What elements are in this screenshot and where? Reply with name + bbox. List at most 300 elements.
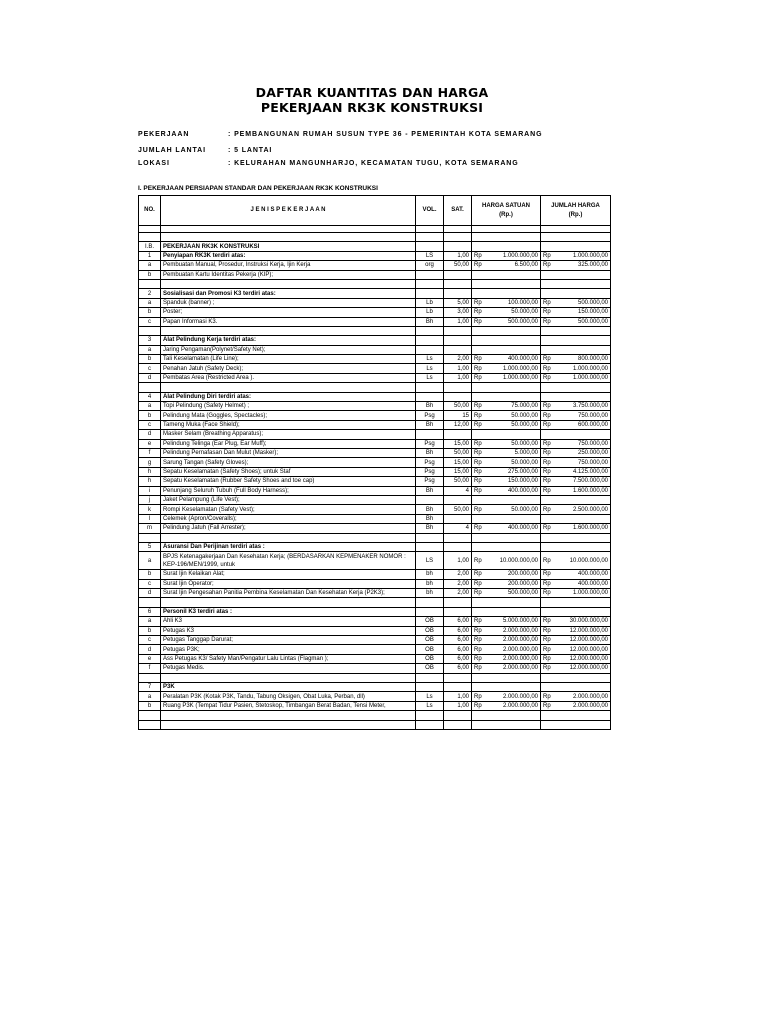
- cell-unit-price: 2.000.000,00: [486, 664, 541, 673]
- cell-volume: [444, 720, 472, 729]
- cell-no: 5: [139, 542, 161, 551]
- cell-currency: [472, 430, 486, 439]
- cell-no: b: [139, 308, 161, 317]
- cell-total-price: 10.000.000,00: [555, 552, 611, 570]
- cell-currency: [541, 682, 555, 691]
- cell-description: Ahli K3: [161, 617, 416, 626]
- cell-volume: 2,00: [444, 589, 472, 598]
- cell-description: Celemek (Apron/Coveralls);: [161, 514, 416, 523]
- cell-unit: Bh: [416, 402, 444, 411]
- cell-volume: [444, 682, 472, 691]
- header-harga-satuan: HARGA SATUAN (Rp.): [472, 196, 541, 226]
- cell-unit: Lb: [416, 298, 444, 307]
- cell-unit-price: [486, 289, 541, 298]
- cell-currency: Rp: [472, 692, 486, 701]
- cell-total-price: 2.000.000,00: [555, 701, 611, 710]
- cell-unit: [416, 598, 444, 607]
- cell-volume: [444, 233, 472, 242]
- cell-description: Surat Ijin Operator;: [161, 579, 416, 588]
- table-row: [139, 664, 611, 673]
- cell-total-price: [555, 720, 611, 729]
- table-row: [139, 402, 611, 411]
- cell-total-price: 12.000.000,00: [555, 645, 611, 654]
- cell-currency: Rp: [472, 477, 486, 486]
- cell-volume: 1,00: [444, 692, 472, 701]
- cell-currency: Rp: [541, 701, 555, 710]
- cell-no: d: [139, 373, 161, 382]
- cell-currency: Rp: [541, 411, 555, 420]
- cell-unit: Ls: [416, 373, 444, 382]
- cell-unit: [416, 682, 444, 691]
- cell-unit-price: 2.000.000,00: [486, 692, 541, 701]
- cell-volume: 15: [444, 411, 472, 420]
- cell-volume: [444, 514, 472, 523]
- cell-description: Pembatas Area (Restricted Area ).: [161, 373, 416, 382]
- cell-description: [161, 598, 416, 607]
- cell-currency: Rp: [472, 355, 486, 364]
- cell-total-price: [555, 533, 611, 542]
- header-no: NO.: [139, 196, 161, 226]
- table-row: [139, 524, 611, 533]
- table-row: [139, 692, 611, 701]
- table-row: [139, 308, 611, 317]
- cell-unit: [416, 495, 444, 504]
- cell-description: Alat Pelindung Kerja terdiri atas:: [161, 336, 416, 345]
- table-row: [139, 542, 611, 551]
- table-row: [139, 607, 611, 616]
- cell-total-price: 500.000,00: [555, 317, 611, 326]
- cell-volume: 2,00: [444, 570, 472, 579]
- cell-volume: 6,00: [444, 626, 472, 635]
- cell-currency: Rp: [472, 645, 486, 654]
- cell-currency: Rp: [541, 373, 555, 382]
- blank-row: [139, 533, 611, 542]
- cell-total-price: [555, 607, 611, 616]
- cell-volume: 1,00: [444, 364, 472, 373]
- cell-no: b: [139, 270, 161, 279]
- cell-volume: 6,00: [444, 654, 472, 663]
- header-sat: SAT.: [444, 196, 472, 226]
- cell-volume: 6,00: [444, 664, 472, 673]
- cell-volume: 1,00: [444, 373, 472, 382]
- cell-description: Pelindung Mata (Goggles, Spectacles);: [161, 411, 416, 420]
- cell-no: f: [139, 664, 161, 673]
- cell-currency: Rp: [472, 589, 486, 598]
- cell-description: Petugas Tanggap Darurat;: [161, 636, 416, 645]
- cell-no: d: [139, 430, 161, 439]
- cell-volume: [444, 598, 472, 607]
- cell-unit: [416, 392, 444, 401]
- cell-currency: [472, 242, 486, 251]
- cell-description: [161, 279, 416, 288]
- cell-currency: Rp: [472, 664, 486, 673]
- cell-unit: [416, 242, 444, 251]
- cell-description: [161, 383, 416, 392]
- cell-total-price: [555, 542, 611, 551]
- cell-currency: Rp: [541, 552, 555, 570]
- cell-total-price: [555, 242, 611, 251]
- cell-volume: [444, 542, 472, 551]
- cell-no: c: [139, 317, 161, 326]
- cell-description: Petugas K3: [161, 626, 416, 635]
- cell-currency: [541, 711, 555, 720]
- table-row: [139, 458, 611, 467]
- cell-unit-price: 100.000,00: [486, 298, 541, 307]
- cell-currency: Rp: [472, 579, 486, 588]
- cell-currency: [541, 242, 555, 251]
- cell-currency: [541, 495, 555, 504]
- cell-no: c: [139, 364, 161, 373]
- cell-unit-price: 10.000.000,00: [486, 552, 541, 570]
- cell-volume: 12,00: [444, 420, 472, 429]
- cell-total-price: [555, 336, 611, 345]
- cell-total-price: 12.000.000,00: [555, 626, 611, 635]
- cell-description: Penunjang Seluruh Tubuh (Full Body Harness);: [161, 486, 416, 495]
- cell-unit-price: 150.000,00: [486, 477, 541, 486]
- cell-volume: 5,00: [444, 298, 472, 307]
- cell-no: [139, 383, 161, 392]
- cell-volume: [444, 336, 472, 345]
- cell-currency: [472, 270, 486, 279]
- cell-description: Tali Keselamatan (Life Line);: [161, 355, 416, 364]
- cell-volume: 50,00: [444, 448, 472, 457]
- cell-currency: Rp: [541, 505, 555, 514]
- cell-volume: 6,00: [444, 636, 472, 645]
- cell-description: Tameng Muka (Face Shield);: [161, 420, 416, 429]
- blank-row: [139, 720, 611, 729]
- cell-currency: [541, 345, 555, 354]
- meta-label: LOKASI: [138, 160, 170, 167]
- cell-unit: Ls: [416, 364, 444, 373]
- cell-unit: Ls: [416, 692, 444, 701]
- cell-description: Papan Informasi K3.: [161, 317, 416, 326]
- cell-no: b: [139, 411, 161, 420]
- cell-currency: [541, 598, 555, 607]
- cell-currency: Rp: [472, 552, 486, 570]
- cell-unit: bh: [416, 589, 444, 598]
- table-row: [139, 270, 611, 279]
- table-row: [139, 654, 611, 663]
- cell-unit-price: 2.000.000,00: [486, 636, 541, 645]
- cell-currency: Rp: [541, 524, 555, 533]
- cell-currency: Rp: [541, 355, 555, 364]
- cell-total-price: [555, 270, 611, 279]
- cell-unit: Psg: [416, 477, 444, 486]
- cell-unit-price: 50.000,00: [486, 505, 541, 514]
- cell-currency: [472, 607, 486, 616]
- cell-unit: [416, 336, 444, 345]
- cell-unit: Psg: [416, 458, 444, 467]
- meta-value: : KELURAHAN MANGUNHARJO, KECAMATAN TUGU, KOTA SEMARANG: [228, 160, 519, 167]
- cell-description: Spanduk (banner) ;: [161, 298, 416, 307]
- cell-unit: Ls: [416, 701, 444, 710]
- cell-no: a: [139, 617, 161, 626]
- table-row: [139, 477, 611, 486]
- cell-unit: Bh: [416, 486, 444, 495]
- cell-currency: Rp: [541, 617, 555, 626]
- cell-unit-price: [486, 242, 541, 251]
- cell-total-price: 7.500.000,00: [555, 477, 611, 486]
- cell-total-price: 400.000,00: [555, 579, 611, 588]
- cell-description: Pelindung Jatuh (Fall Arrester);: [161, 524, 416, 533]
- cell-no: 1: [139, 251, 161, 260]
- cell-volume: [444, 326, 472, 335]
- cell-unit: [416, 383, 444, 392]
- cell-unit: Ls: [416, 355, 444, 364]
- cell-unit: Bh: [416, 505, 444, 514]
- blank-row: [139, 279, 611, 288]
- cell-volume: [444, 430, 472, 439]
- cell-no: h: [139, 467, 161, 476]
- cell-currency: Rp: [472, 524, 486, 533]
- cell-currency: Rp: [472, 626, 486, 635]
- cell-unit-price: 400.000,00: [486, 524, 541, 533]
- cell-no: b: [139, 626, 161, 635]
- cell-total-price: 1.600.000,00: [555, 486, 611, 495]
- cell-volume: 6,00: [444, 617, 472, 626]
- cell-total-price: 750.000,00: [555, 458, 611, 467]
- table-row: [139, 589, 611, 598]
- cell-currency: Rp: [541, 654, 555, 663]
- cell-currency: Rp: [541, 467, 555, 476]
- cell-unit-price: 50.000,00: [486, 411, 541, 420]
- cell-unit: Bh: [416, 514, 444, 523]
- cell-total-price: 4.125.000,00: [555, 467, 611, 476]
- table-row: [139, 364, 611, 373]
- cell-currency: Rp: [541, 251, 555, 260]
- cell-description: Pembuatan Manual, Prosedur, Instruksi Kerja, Ijin Kerja: [161, 261, 416, 270]
- cell-no: 3: [139, 336, 161, 345]
- cell-unit-price: [486, 336, 541, 345]
- cell-description: Asuransi Dan Perijinan terdiri atas :: [161, 542, 416, 551]
- cell-unit-price: [486, 383, 541, 392]
- cell-currency: Rp: [541, 439, 555, 448]
- cell-no: 7: [139, 682, 161, 691]
- cell-unit: org: [416, 261, 444, 270]
- cell-unit-price: 2.000.000,00: [486, 654, 541, 663]
- cell-unit-price: [486, 542, 541, 551]
- cell-unit: [416, 233, 444, 242]
- cell-description: Surat Ijin Pengesahan Panitia Pembina Keselamatan Dan Kesehatan Kerja (P2K3);: [161, 589, 416, 598]
- cell-description: Ass Petugas K3/ Safety Man/Pengatur Lalu Lintas (Flagman );: [161, 654, 416, 663]
- cell-currency: [541, 392, 555, 401]
- cell-currency: Rp: [472, 636, 486, 645]
- cell-no: k: [139, 505, 161, 514]
- cell-unit-price: 50.000,00: [486, 420, 541, 429]
- cell-unit-price: 50.000,00: [486, 458, 541, 467]
- blank-row: [139, 598, 611, 607]
- cell-currency: [472, 392, 486, 401]
- cell-currency: Rp: [541, 298, 555, 307]
- table-row: [139, 514, 611, 523]
- cell-unit-price: [486, 682, 541, 691]
- cell-unit-price: 1.000.000,00: [486, 373, 541, 382]
- cell-description: Personil K3 terdiri atas :: [161, 607, 416, 616]
- cell-description: Pelindung Pernafasan Dan Mulut (Masker);: [161, 448, 416, 457]
- cell-volume: [444, 345, 472, 354]
- cell-currency: [472, 598, 486, 607]
- cell-total-price: 750.000,00: [555, 411, 611, 420]
- cell-unit-price: 2.000.000,00: [486, 701, 541, 710]
- cell-currency: Rp: [541, 402, 555, 411]
- cell-total-price: 150.000,00: [555, 308, 611, 317]
- cell-volume: [444, 279, 472, 288]
- cell-unit: bh: [416, 579, 444, 588]
- cell-description: [161, 233, 416, 242]
- table-row: [139, 448, 611, 457]
- cell-total-price: 250.000,00: [555, 448, 611, 457]
- cell-unit: Psg: [416, 411, 444, 420]
- cell-currency: [472, 673, 486, 682]
- cell-no: a: [139, 402, 161, 411]
- table-row: [139, 645, 611, 654]
- cell-unit-price: 2.000.000,00: [486, 626, 541, 635]
- cell-unit-price: 400.000,00: [486, 355, 541, 364]
- cell-currency: Rp: [472, 439, 486, 448]
- cell-unit-price: [486, 711, 541, 720]
- cell-volume: [444, 495, 472, 504]
- cell-volume: 1,00: [444, 317, 472, 326]
- cell-no: f: [139, 448, 161, 457]
- cell-unit-price: [486, 392, 541, 401]
- table-row: [139, 636, 611, 645]
- cell-currency: [541, 514, 555, 523]
- cell-description: Pembuatan Kartu Identitas Pekerja (KIP);: [161, 270, 416, 279]
- cell-unit-price: 275.000,00: [486, 467, 541, 476]
- cell-currency: Rp: [472, 364, 486, 373]
- cell-unit: Bh: [416, 420, 444, 429]
- cell-unit: OB: [416, 636, 444, 645]
- cell-no: h: [139, 477, 161, 486]
- cell-description: Sepatu Keselamatan (Rubber Safety Shoes and toe cap): [161, 477, 416, 486]
- table-row: [139, 251, 611, 260]
- cell-description: Surat Ijin Kelaikan Alat;: [161, 570, 416, 579]
- cell-unit: [416, 345, 444, 354]
- table-row: [139, 298, 611, 307]
- table-row: [139, 345, 611, 354]
- cell-unit-price: [486, 326, 541, 335]
- cell-no: c: [139, 420, 161, 429]
- cell-no: c: [139, 636, 161, 645]
- cell-currency: [472, 345, 486, 354]
- cell-unit-price: 400.000,00: [486, 486, 541, 495]
- cell-currency: [541, 289, 555, 298]
- header-vol: VOL.: [416, 196, 444, 226]
- cell-no: I.B.: [139, 242, 161, 251]
- table-row: [139, 430, 611, 439]
- cell-unit: [416, 607, 444, 616]
- cell-description: Rompi Keselamatan (Safety Vest);: [161, 505, 416, 514]
- cell-description: [161, 673, 416, 682]
- cell-unit: OB: [416, 626, 444, 635]
- cell-unit: [416, 720, 444, 729]
- cell-currency: Rp: [472, 402, 486, 411]
- cell-currency: [472, 279, 486, 288]
- cell-total-price: 3.750.000,00: [555, 402, 611, 411]
- cell-no: b: [139, 701, 161, 710]
- cell-currency: [541, 383, 555, 392]
- cell-unit: Bh: [416, 317, 444, 326]
- cell-unit: Bh: [416, 448, 444, 457]
- table-row: [139, 701, 611, 710]
- cell-volume: 6,00: [444, 645, 472, 654]
- cell-currency: Rp: [472, 261, 486, 270]
- cell-unit-price: 500.000,00: [486, 589, 541, 598]
- cell-currency: [472, 289, 486, 298]
- cell-volume: 50,00: [444, 402, 472, 411]
- table-row: [139, 336, 611, 345]
- cell-description: Sosialisasi dan Promosi K3 terdiri atas:: [161, 289, 416, 298]
- cell-unit: Lb: [416, 308, 444, 317]
- cell-currency: Rp: [472, 373, 486, 382]
- meta-value: : 5 LANTAI: [228, 147, 273, 154]
- cell-currency: Rp: [472, 505, 486, 514]
- cell-volume: [444, 289, 472, 298]
- cell-currency: [472, 514, 486, 523]
- cell-volume: 1,00: [444, 251, 472, 260]
- cell-unit-price: 6.500,00: [486, 261, 541, 270]
- cell-unit: [416, 711, 444, 720]
- section-title: I. PEKERJAAN PERSIAPAN STANDAR DAN PEKERJAAN RK3K KONSTRUKSI: [138, 185, 378, 192]
- cell-no: 2: [139, 289, 161, 298]
- cell-unit-price: [486, 270, 541, 279]
- cell-description: Petugas Medis.: [161, 664, 416, 673]
- cell-total-price: [555, 392, 611, 401]
- cell-total-price: 12.000.000,00: [555, 636, 611, 645]
- cell-currency: Rp: [541, 261, 555, 270]
- table-row: [139, 505, 611, 514]
- cell-currency: Rp: [472, 308, 486, 317]
- cell-total-price: [555, 430, 611, 439]
- cell-no: [139, 326, 161, 335]
- cell-currency: Rp: [472, 701, 486, 710]
- cell-unit-price: 5.000.000,00: [486, 617, 541, 626]
- cell-description: Masker Selam (Breathing Apparatus);: [161, 430, 416, 439]
- cell-total-price: [555, 383, 611, 392]
- cell-no: [139, 720, 161, 729]
- cell-unit-price: [486, 495, 541, 504]
- table-row: [139, 486, 611, 495]
- cell-description: Jaket Pelampung (Life Vest);: [161, 495, 416, 504]
- cell-volume: [444, 383, 472, 392]
- cell-currency: [541, 430, 555, 439]
- cell-no: m: [139, 524, 161, 533]
- cell-unit: OB: [416, 645, 444, 654]
- cell-currency: Rp: [541, 317, 555, 326]
- cell-no: 6: [139, 607, 161, 616]
- cell-total-price: 800.000,00: [555, 355, 611, 364]
- table-row: [139, 579, 611, 588]
- table-header-row: [139, 196, 611, 226]
- cell-currency: Rp: [472, 317, 486, 326]
- cell-unit-price: [486, 720, 541, 729]
- cell-unit-price: [486, 514, 541, 523]
- cell-description: Topi Pelindung (Safety Helmet) ;: [161, 402, 416, 411]
- cell-no: c: [139, 579, 161, 588]
- cell-currency: Rp: [541, 645, 555, 654]
- cell-no: b: [139, 355, 161, 364]
- header-jenis-pekerjaan: J E N I S P E K E R J A A N: [161, 196, 416, 226]
- cell-no: [139, 598, 161, 607]
- table-row: [139, 617, 611, 626]
- blank-row: [139, 233, 611, 242]
- cell-unit-price: [486, 233, 541, 242]
- table-row: [139, 626, 611, 635]
- cell-unit-price: [486, 533, 541, 542]
- table-row: [139, 570, 611, 579]
- cell-currency: Rp: [472, 570, 486, 579]
- table-row: [139, 317, 611, 326]
